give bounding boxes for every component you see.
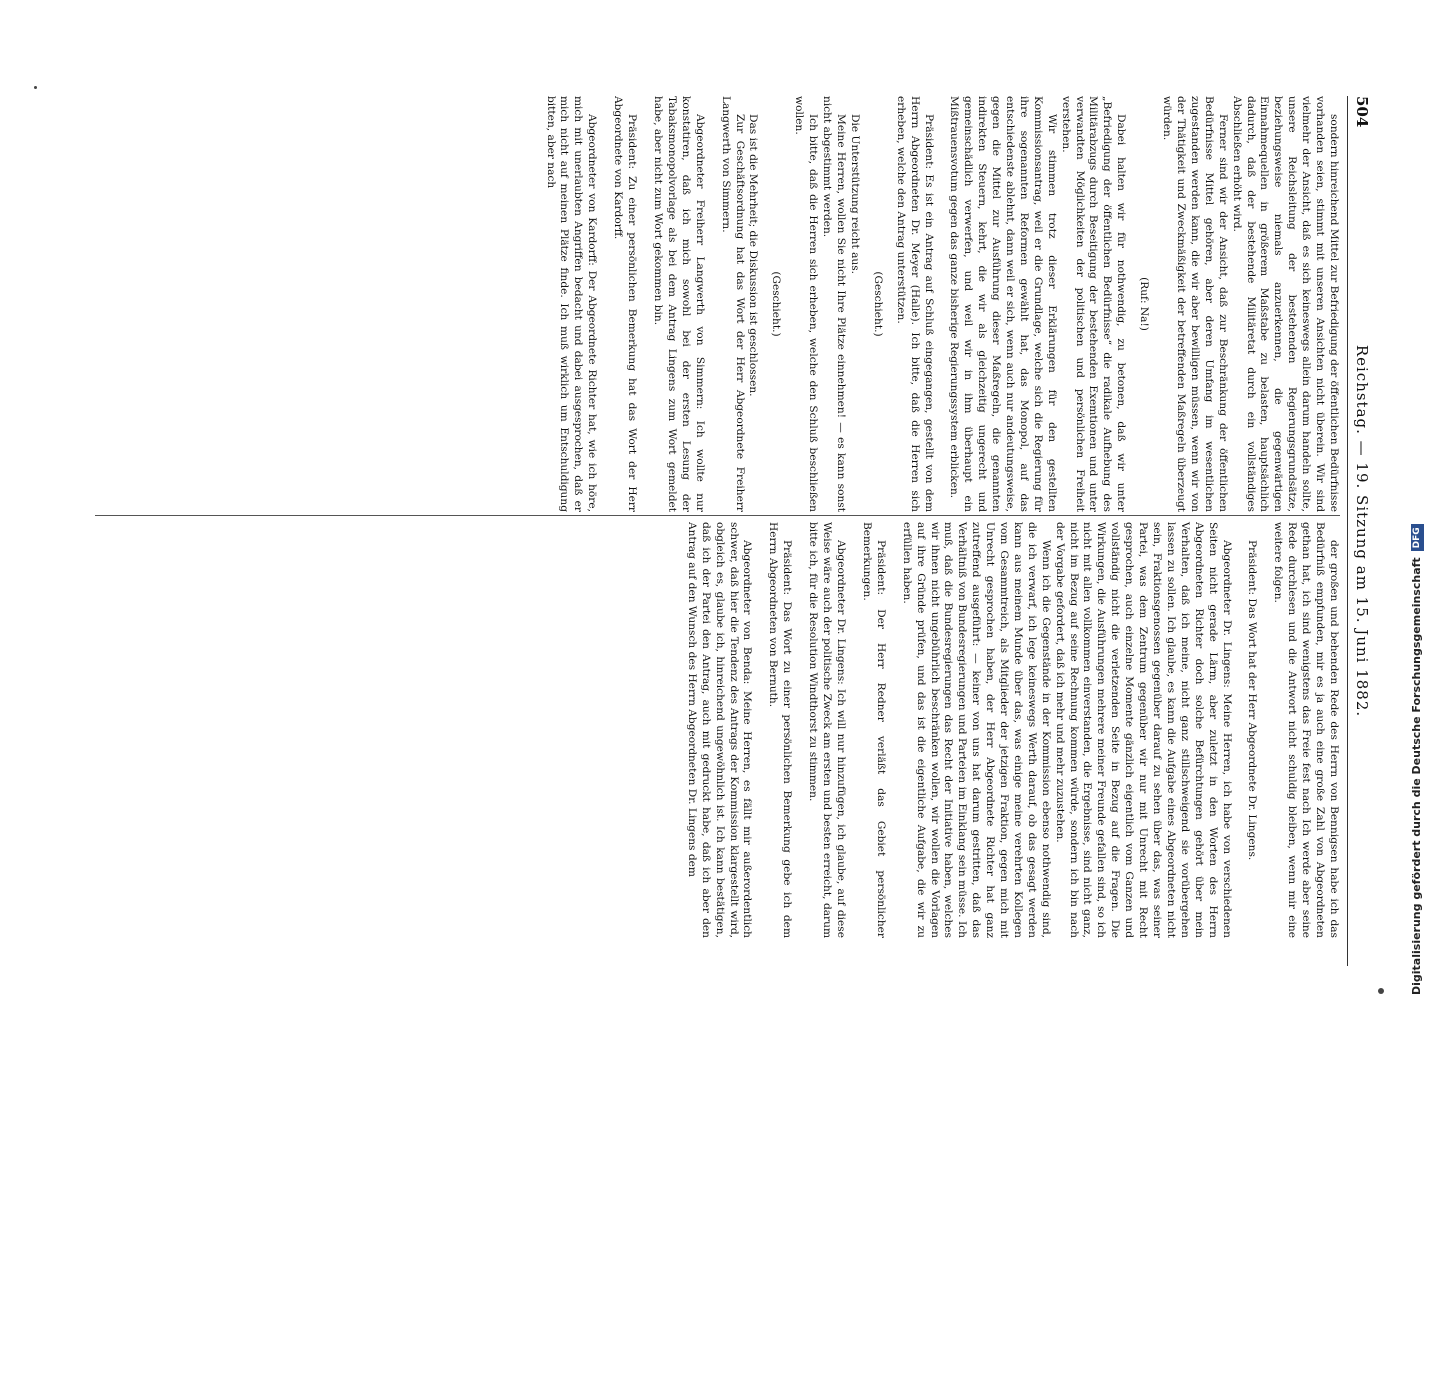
paragraph: Abgeordneter Dr. Lingens: Meine Herren, ich habe von verschiedenen Seiten nicht gerade Lärm, aber zuletzt in den Worten des Herrn Abgeordneten Richter doch solche Befürchtungen gehört über mein Verhalten, daß ich meine, nicht ganz stillschweigend sie vorübergehen lassen zu sollen. Ich glaube, es kann die Aufgabe eines Abgeordneten nicht sein, Fraktionsgenossen gegenüber darauf zu sehen über das, was seiner Partei, was dem Zentrum gegenüber wir nur mit Unrecht mit Recht gesprochen, auch einzelne Momente gänzlich eigentlich vom Ganzen und vollständig nicht die verletzenden Seite in Bezug auf die Fragen. Die Wirkungen, die Ausführungen mehrere meiner Freunde gefallen sind, so ich nicht mit allen vollkommen einverstanden, die Ergebnisse, sind nicht ganz, nicht im Bezug auf seine Rechnung kommen würde, sondern ich bin nach der Vorgabe gefordert, daß ich mehr und mehr zuzustehen. xyxy=(1053,522,1233,938)
paragraph: Präsident: Der Herr Redner verläßt das Gebiet persönlicher Bemerkungen. xyxy=(860,522,887,938)
paragraph: Abgeordneter von Benda: Meine Herren, es fällt mir außerordentlich schwer, daß hier die Tendenz des Antrags der Kommission klargestellt wird, obgleich es, glaube ich, hinreichend ungewöhnlich ist. Ich kann bestätigen, daß ich der Partei den Antrag, auch mit gedruckt habe, daß ich aber den Antrag auf den Wunsch des Herrn Abgeordneten Dr. Lingens dem xyxy=(685,522,754,938)
scan-speck xyxy=(34,86,37,89)
header-rule xyxy=(1347,96,1348,966)
paragraph: der großen und behenden Rede des Herrn von Bennigsen habe ich das Bedürfniß empfunden, mir es ja auch eine große Zahl von Abgeordneten gethan hat, ich sind wenigstens das Freie fest nach Ich werde aber seine Rede durchlesen und die Antwort nicht schuldig bleiben, wenn mir eine weitere folgen. xyxy=(1272,522,1340,938)
paragraph: Abgeordneter von Kardorff: Der Abgeordnete Richter hat, wie ich höre, mich mit unerlaubten Angriffen bedacht und dabei ausgesprochen, daß er mich nicht auf meinen Plätze finde. Ich muß wirklich um Entschuldigung bitten, aber nach xyxy=(544,96,599,512)
column-divider xyxy=(95,515,1340,516)
paragraph: Ich bitte, daß die Herren sich erheben, welche den Schluß beschließen wollen. xyxy=(793,96,820,512)
paragraph: Wenn ich die Gegenstände in der Kommission ebenso nothwendig sind, die ich verwarf, ich lege keineswegs Werth darauf, ob das gesagt werden kann aus meinem Munde über das, was einige meine verehrten Kollegen vom Gesammtreich, als Mitglieder der jetzigen Fraktion, gegen mich mit Unrecht gesprochen haben, der Herr Abgeordnete Richter hat ganz zutreffend ausgeführt: — keiner von uns hat darum gestritten, daß das Verhältniß von Bundesregierungen und Parteien im Einklang sein müsse. Ich muß, daß die Bundesregierungen das Recht der Initiative haben, welches wir ihnen nicht ungebührlich beschränken wollen, wir wollen die Vorlagen auf ihre Gründe prüfen, und das ist die eigentliche Aufgabe, die wir zu erfüllen haben. xyxy=(900,522,1052,938)
interjection: (Geschieht.) xyxy=(871,271,884,337)
paragraph: Abgeordneter Freiherr Langwerth von Simmern: Ich wollte nur konstatiren, daß ich mich sowohl bei der ersten Lesung der Tabaksmonopolvorlage als bei dem Antrag Lingens zum Wort gemeldet habe, aber nicht zum Wort gekommen bin. xyxy=(652,96,706,512)
interjection: (Ruf: Na!) xyxy=(1138,277,1151,331)
running-head: Reichstag. — 19. Sitzung am 15. Juni 1882. xyxy=(1353,344,1371,718)
text-column-right xyxy=(684,522,1340,938)
paragraph: Das ist die Mehrheit; die Diskussion ist geschlossen. xyxy=(747,114,760,397)
page-header xyxy=(1350,96,1374,966)
paragraph: Abgeordneter Dr. Lingens: Ich will nur hinzufügen, ich glaube, auf diese Weise wäre auch der politische Zweck am ersten und besten erreicht, darum bitte ich, für die Resolution Windthorst zu stimmen. xyxy=(807,522,847,938)
paragraph: Präsident: Das Wort hat der Herr Abgeordnete Dr. Lingens. xyxy=(1246,540,1259,861)
paragraph: Wir stimmen trotz dieser Erklärungen für den gestellten Kommissionsantrag, weil er die Grundlage, welche sich die Regierung für ihre sogenannten Reformen gewählt hat, das Monopol, auf das entschiedenste ablehnt, dann weil er sich, wenn auch nur andeutungsweise, gegen die Mittel zur Ausführung dieser Maßregeln, die genannten indirekten Steuern, kehrt, die wir als gleichzeitig ungerecht und gemeinschädlich verwerfen, und weil wir in ihm überhaupt ein Mißtrauensvotum gegen das ganze bisherige Regierungssystem erblicken. xyxy=(948,96,1058,512)
paragraph: Dabei halten wir für nothwendig, zu betonen, daß wir unter „Befriedigung der öffentlichen Bedürfnisse“ die radikale Aufhebung des Militärabzugs durch Beseitigung der bestehenden Exemtionen und unter verwandten Möglichkeiten der politischen und persönlichen Freiheit verstehen. xyxy=(1059,96,1128,512)
paragraph: Meine Herren, wollen Sie nicht Ihre Plätze einnehmen! — es kann sonst nicht abgestimmt werden. xyxy=(821,96,847,512)
text-column-left xyxy=(543,96,1340,512)
page-number: 504 xyxy=(1353,96,1371,128)
dfg-logo-icon: DFG xyxy=(1411,524,1424,551)
interjection: (Geschieht.) xyxy=(770,271,783,337)
scan-speck xyxy=(1378,988,1384,994)
paragraph: Präsident: Es ist ein Antrag auf Schluß eingegangen, gestellt von dem Herrn Abgeordneten Dr. Meyer (Halle). Ich bitte, daß die Herren sich erheben, welche den Antrag unterstützen. xyxy=(894,96,935,512)
paragraph: Präsident: Zu einer persönlichen Bemerkung hat das Wort der Herr Abgeordnete von Kardorff. xyxy=(612,96,639,512)
paragraph: Die Unterstützung reicht aus. xyxy=(848,114,861,275)
digitization-stamp xyxy=(1407,527,1427,1395)
paragraph: Ferner sind wir der Ansicht, daß zur Beschränkung der öffentlichen Bedürfnisse Mittel gehören, aber deren Umfang im wesentlichen zugestanden werden kann, die wir aber bewilligen müssen, wenn wir von der Thätigkeit und Zweckmäßigkeit der betreffenden Maßregeln überzeugt würden. xyxy=(1161,96,1229,512)
digitization-stamp-text: Digitalisierung gefördert durch die Deutsche Forschungsgemeinschaft xyxy=(1410,557,1423,995)
paragraph: Zur Geschäftsordnung hat das Wort der Herr Abgeordnete Freiherr Langwerth von Simmern. xyxy=(719,96,746,512)
paragraph: sondern hinreichend Mittel zur Befriedigung der öffentlichen Bedürfnisse vorhanden seien, stimmt mit unseren Ansichten nicht überein. Wir sind vielmehr der Ansicht, daß es sich keineswegs allein darum handeln sollte, unsere Reichsleitung der bestehenden Regierungsgrundsätze, beziehungsweise niemals anzuerkennen, die gegenwärtigen Einnahmequellen in größerem Maßstabe zu belasten, hauptsächlich dadurch, daß der bestehende Militäretat durch ein vollständiges Abschließen erhöht wird. xyxy=(1230,96,1340,512)
paragraph: Präsident: Das Wort zu einer persönlichen Bemerkung gebe ich dem Herrn Abgeordneten von Bernuth. xyxy=(767,522,794,938)
